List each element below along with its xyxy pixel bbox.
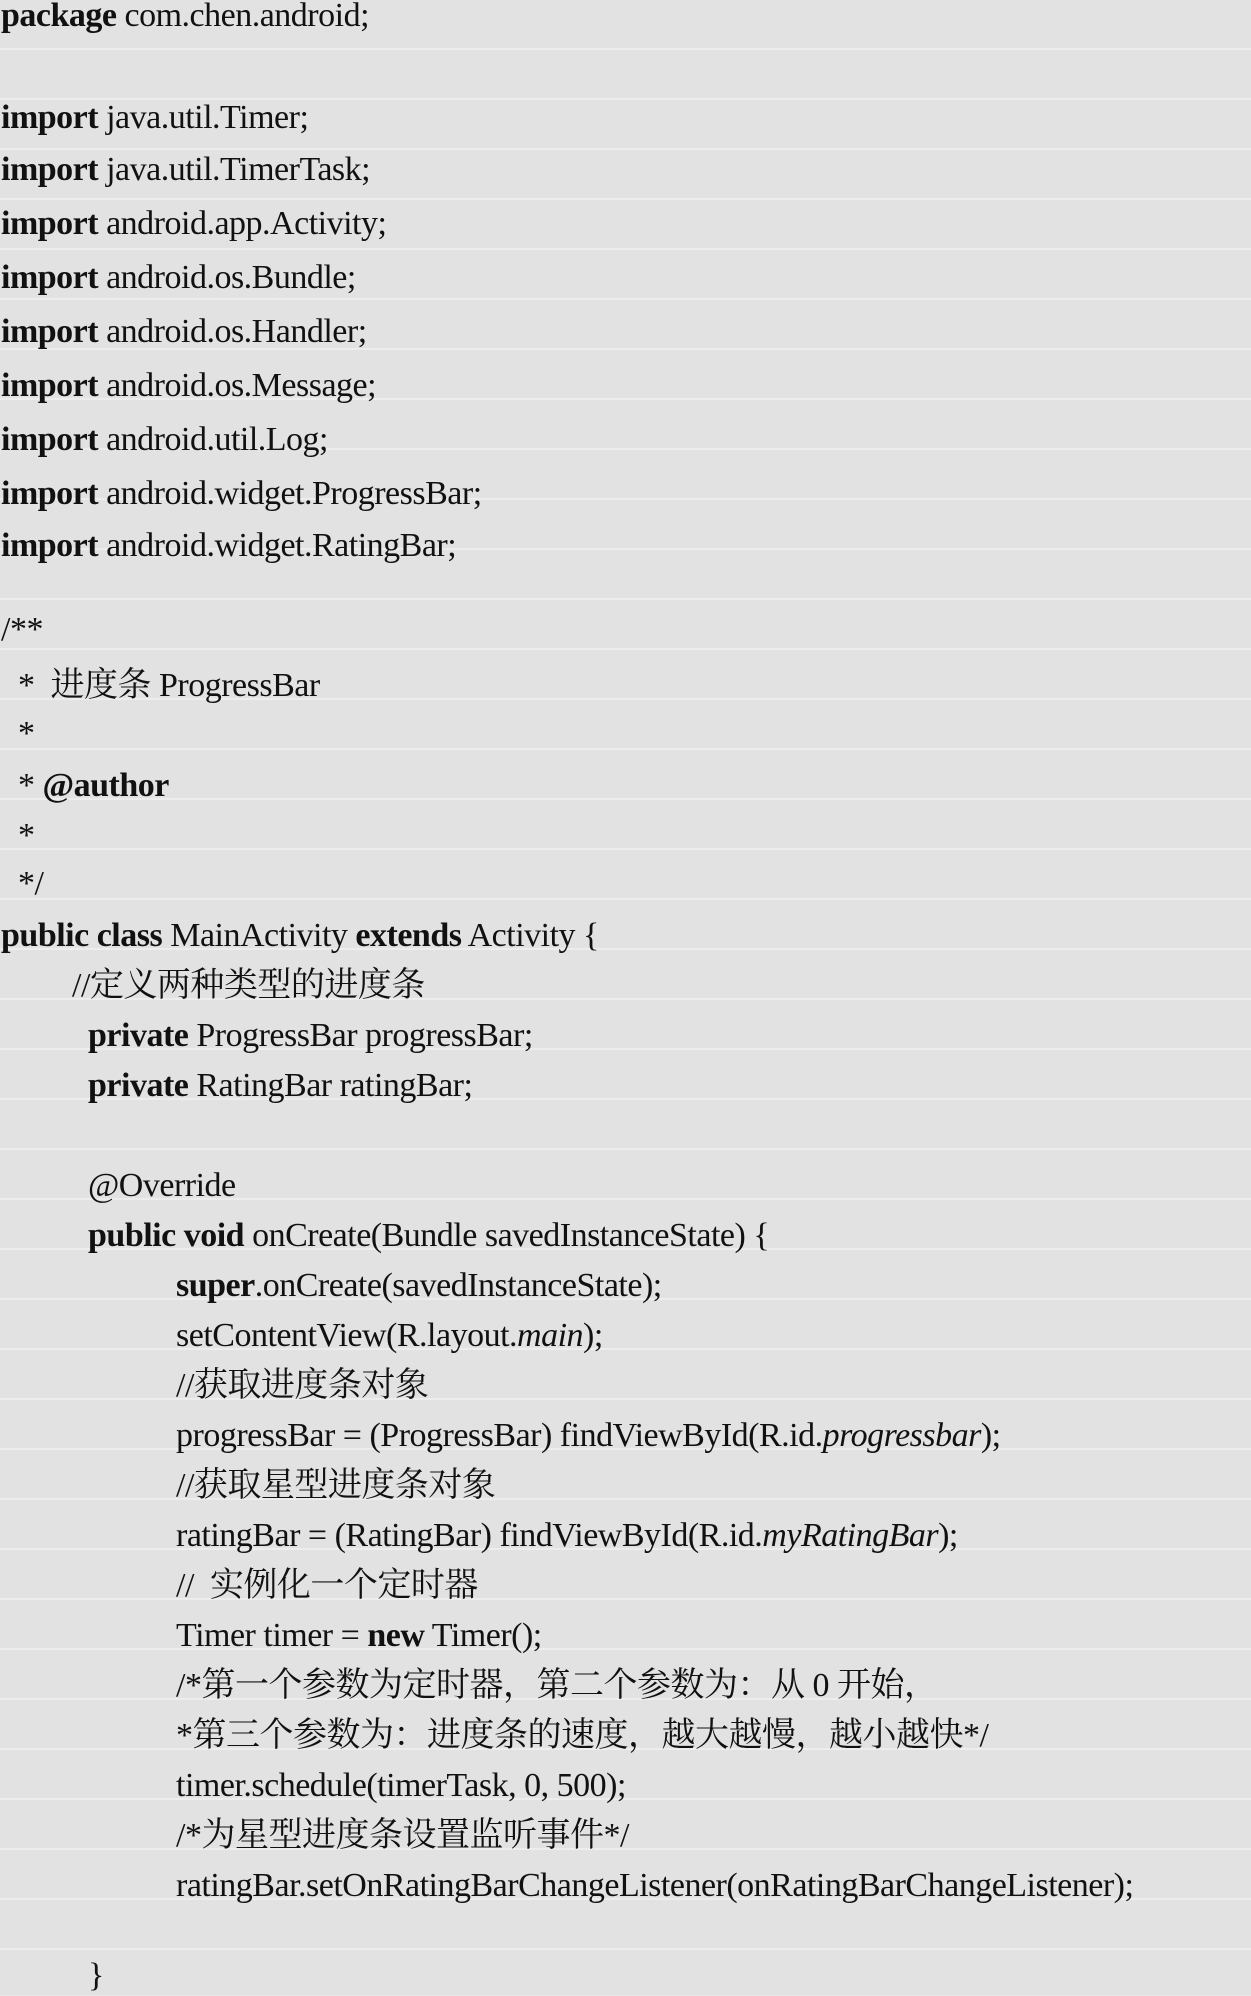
comment-line [72,966,425,1006]
closing-brace [88,1956,104,1996]
code-token: .onCreate(savedInstanceState); [254,1267,662,1304]
comment-line [176,1816,629,1856]
code-token: */ [18,865,44,902]
code-token: setContentView(R.layout. [176,1317,518,1354]
keyword-token: private [88,1067,189,1104]
keyword-token: @author [42,767,169,804]
code-token: /** [1,611,43,648]
comment-line [176,1366,428,1406]
code-token: android.widget.ProgressBar; [98,475,482,512]
code-token: java.util.TimerTask; [98,151,371,188]
code-token: //定义两种类型的进度条 [72,967,425,1004]
keyword-token: import [1,151,99,188]
comment-line [18,666,320,706]
code-token: * [18,715,35,752]
import-line [1,526,456,566]
italic-token: myRatingBar [762,1517,939,1554]
code-token: android.os.Bundle; [98,259,356,296]
import-line [1,150,370,190]
code-token: android.util.Log; [98,421,329,458]
comment-line [1,610,43,650]
comment-line [18,766,169,806]
import-line [1,312,367,352]
annotation-line [88,1166,236,1206]
italic-token: main [517,1317,584,1354]
code-token: Timer(); [424,1617,542,1654]
code-line [176,1516,958,1556]
code-token: timer.schedule(timerTask, 0, 500); [176,1767,626,1804]
code-token: ProgressBar progressBar; [188,1017,533,1054]
code-token: // 实例化一个定时器 [176,1567,478,1604]
keyword-token: import [1,313,99,350]
keyword-token: import [1,527,99,564]
package-line [1,0,369,36]
field-declaration [88,1066,472,1106]
code-token: ratingBar = (RatingBar) findViewById(R.id. [176,1517,763,1554]
code-token: /*第一个参数为定时器，第二个参数为：从 0 开始， [176,1667,938,1704]
import-line [1,258,356,298]
code-token: //获取星型进度条对象 [176,1467,496,1504]
comment-line [18,864,43,904]
code-token: ); [583,1317,603,1354]
keyword-token: package [1,0,117,34]
import-line [1,98,308,138]
code-token: * 进度条 ProgressBar [18,667,320,704]
code-token: Activity { [461,917,599,954]
code-token: android.os.Handler; [98,313,367,350]
comment-line [176,1716,988,1756]
code-token: MainActivity [162,917,356,954]
code-line [176,1266,662,1306]
code-token: Timer timer = [176,1617,368,1654]
code-token: progressBar = (ProgressBar) findViewById(R.id. [176,1417,823,1454]
code-token: /*为星型进度条设置监听事件*/ [176,1817,629,1854]
code-token: java.util.Timer; [98,99,309,136]
class-declaration [1,916,599,956]
comment-line [176,1666,937,1706]
keyword-token: import [1,99,99,136]
import-line [1,204,386,244]
code-token: * [18,817,35,854]
method-declaration [88,1216,769,1256]
code-token: *第三个参数为：进度条的速度，越大越慢，越小越快*/ [176,1717,989,1754]
import-line [1,474,482,514]
code-token: ); [980,1417,1001,1454]
code-line [176,1616,542,1656]
code-token: @Override [88,1167,236,1204]
code-token: android.app.Activity; [98,205,387,242]
keyword-token: super [176,1267,255,1304]
code-token: onCreate(Bundle savedInstanceState) { [244,1217,770,1254]
field-declaration [88,1016,533,1056]
code-token: * [18,767,43,804]
comment-line [176,1566,478,1606]
keyword-token: new [367,1617,425,1654]
code-token: android.widget.RatingBar; [98,527,457,564]
keyword-token: private [88,1017,189,1054]
code-token: com.chen.android; [116,0,370,34]
keyword-token: import [1,475,99,512]
keyword-token: import [1,367,99,404]
code-token: ); [938,1517,958,1554]
code-line [176,1416,1001,1456]
keyword-token: extends [355,917,462,954]
keyword-token: public class [1,917,163,954]
import-line [1,366,376,406]
keyword-token: import [1,421,99,458]
code-token: RatingBar ratingBar; [188,1067,473,1104]
code-token: android.os.Message; [98,367,377,404]
comment-line [18,714,35,754]
import-line [1,420,328,460]
code-token: } [88,1957,104,1994]
code-line [176,1866,1133,1906]
code-token: ratingBar.setOnRatingBarChangeListener(onRatingBarChangeListener); [176,1867,1134,1904]
comment-line [18,816,35,856]
comment-line [176,1466,495,1506]
keyword-token: import [1,205,99,242]
code-token: //获取进度条对象 [176,1367,429,1404]
code-line [176,1316,603,1356]
keyword-token: import [1,259,99,296]
code-line [176,1766,626,1806]
keyword-token: public void [88,1217,245,1254]
italic-token: progressbar [822,1417,981,1454]
